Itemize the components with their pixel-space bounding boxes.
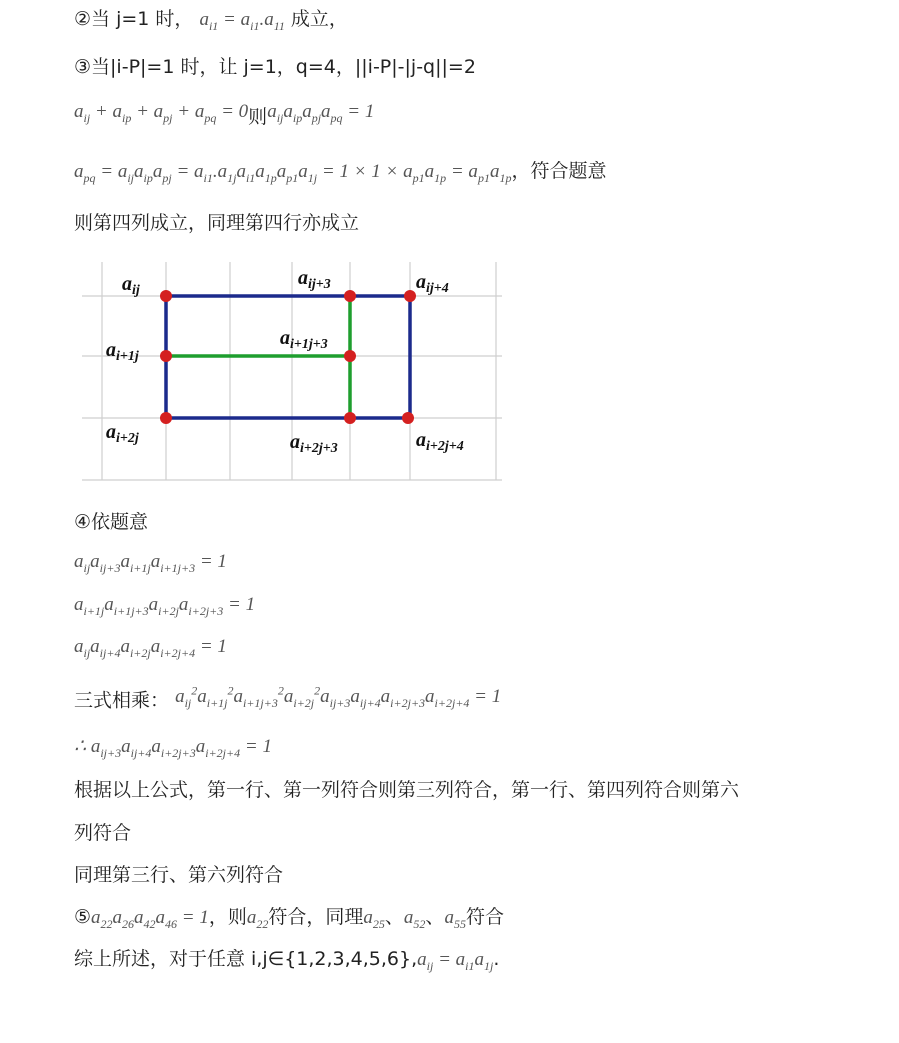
line-3-middle: 则: [248, 106, 268, 128]
line-1-prefix: ②当 j=1 时，: [74, 8, 194, 30]
line-4-suffix: ，符合题意: [511, 160, 607, 182]
line-apq-derivation: [74, 158, 606, 191]
formula-l1: $a_{i1} = a_{i1}.a_{11}$: [199, 9, 285, 33]
formula-l8: $a_{i+1j}a_{i+1j+3}a_{i+2j}a_{i+2j+3} = 1$: [74, 594, 256, 618]
line-16-suffix: .: [493, 948, 500, 970]
label-a-i2j: $a_{i+2j}$: [106, 421, 139, 446]
line-multiply: [74, 682, 501, 720]
grid-diagram: [82, 256, 502, 486]
point-a-i2j4: [402, 412, 414, 424]
line-sum-product: [74, 98, 374, 131]
formula-l9: $a_{ij}a_{ij+4}a_{i+2j}a_{i+2j+4} = 1$: [74, 636, 227, 660]
line-15-sep-2: 、: [425, 906, 445, 928]
formula-l10: $a_{ij}^2a_{i+1j}^2a_{i+1j+3}^2a_{i+2j}^2a_{ij+3}a_{ij+4}a_{i+2j+3}a_{i+2j+4} = 1$: [175, 684, 502, 711]
line-similarly: [74, 862, 283, 888]
label-a-i2j3: $a_{i+2j+3}$: [290, 431, 338, 456]
label-a-ij4: $a_{ij+4}$: [416, 271, 449, 296]
point-a-ij3: [344, 290, 356, 302]
line-6-text: ④依题意: [74, 511, 149, 533]
line-eq-3: [74, 633, 227, 666]
line-eq-2: [74, 591, 255, 624]
formula-l11: ∴ $a_{ij+3}a_{ij+4}a_{i+2j+3}a_{i+2j+4} = 1$: [74, 736, 272, 760]
line-16-prefix: 综上所述，对于任意 i,j∈{1,2,3,4,5,6},: [74, 948, 418, 970]
point-a-i1j: [160, 350, 172, 362]
line-case-j1: [74, 6, 348, 39]
label-a-i1j: $a_{i+1j}$: [106, 339, 139, 364]
formula-l3-left: $a_{ij} + a_{ip} + a_{pj} + a_{pq} = 0$: [74, 101, 249, 125]
formula-l16: $a_{ij} = a_{i1}a_{1j}$: [417, 949, 494, 973]
formula-l3-right: $a_{ij}a_{ip}a_{pj}a_{pq} = 1$: [267, 101, 375, 125]
point-a-i1j3: [344, 350, 356, 362]
line-15-middle2: 符合，同理: [268, 906, 364, 928]
line-by-problem: [74, 509, 148, 535]
formula-a22: $a_{22}$: [246, 907, 269, 931]
line-conclusion-2: [74, 820, 131, 846]
formula-l15: $a_{22}a_{26}a_{42}a_{46} = 1$: [91, 907, 209, 931]
line-case-ip1: [74, 54, 476, 80]
point-a-ij: [160, 290, 172, 302]
label-a-i1j3: $a_{i+1j+3}$: [280, 327, 328, 352]
point-a-ij4: [404, 290, 416, 302]
formula-a55: $a_{55}$: [444, 907, 466, 931]
line-case-5: [74, 904, 504, 937]
formula-l4: $a_{pq} = a_{ij}a_{ip}a_{pj} = a_{i1}.a_{1j}a_{i1}a_{1p}a_{p1}a_{1j} = 1 \times 1 \times a_{p1}a_{1p} = a_{p1}a_{1p}$: [74, 161, 512, 185]
line-15-sep-1: 、: [384, 906, 404, 928]
line-fourth-column: [74, 210, 359, 236]
line-summary: [74, 946, 499, 979]
line-14-text: 同理第三行、第六列符合: [74, 864, 284, 886]
line-eq-1: [74, 548, 227, 581]
formula-l7: $a_{ij}a_{ij+3}a_{i+1j}a_{i+1j+3} = 1$: [74, 551, 227, 575]
line-15-middle1: ，则: [208, 906, 247, 928]
point-a-i2j: [160, 412, 172, 424]
point-a-i2j3: [344, 412, 356, 424]
line-1-suffix: 成立，: [290, 8, 348, 30]
line-conclusion-1: [74, 777, 739, 803]
line-10-prefix: 三式相乘：: [74, 689, 170, 712]
formula-a25: $a_{25}$: [363, 907, 385, 931]
line-12-text: 根据以上公式，第一行、第一列符合则第三列符合，第一行、第四列符合则第六: [74, 779, 740, 801]
line-13-text: 列符合: [74, 822, 132, 844]
formula-a52: $a_{52}$: [403, 907, 426, 931]
line-15-suffix: 符合: [465, 906, 504, 928]
inner-green-lines: [166, 296, 350, 418]
line-5-text: 则第四列成立，同理第四行亦成立: [74, 212, 360, 234]
line-2-text: ③当|i-P|=1 时，让 j=1，q=4，||i-P|-|j-q||=2: [74, 56, 476, 78]
label-a-ij3: $a_{ij+3}$: [298, 267, 331, 292]
line-15-prefix: ⑤: [74, 906, 92, 928]
label-a-i2j4: $a_{i+2j+4}$: [416, 429, 464, 454]
line-therefore: [74, 733, 272, 766]
label-a-ij: $a_{ij}$: [122, 273, 140, 298]
